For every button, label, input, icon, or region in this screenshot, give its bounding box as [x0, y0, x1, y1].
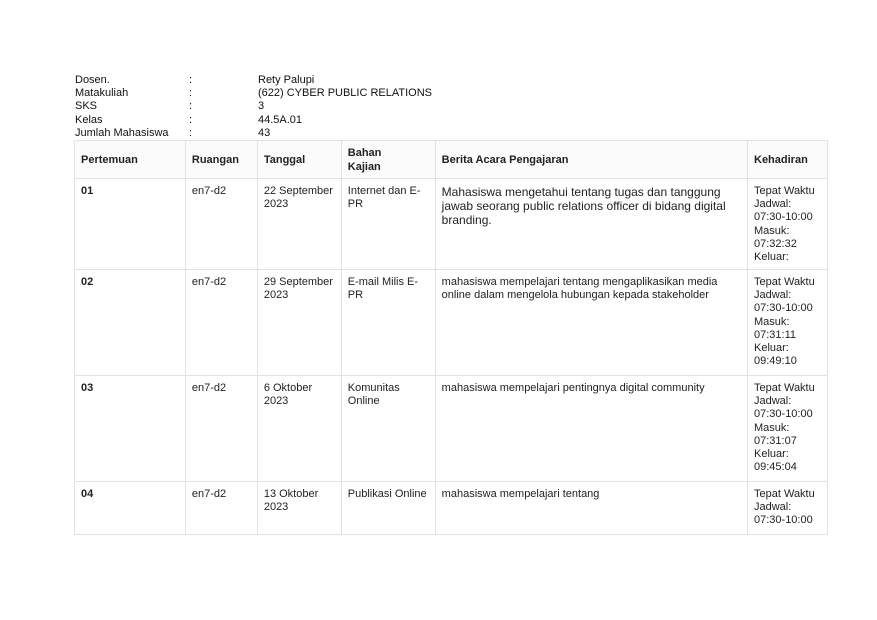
- topic-cell: E-mail Milis E-PR: [341, 270, 435, 376]
- attendance-table: [74, 140, 828, 535]
- attendance-check-in: Masuk: 07:31:11: [754, 315, 797, 341]
- column-header-topic: [341, 141, 435, 179]
- attendance-status: Tepat Waktu: [754, 488, 815, 500]
- table-row: [75, 270, 828, 376]
- attendance-check-out: Keluar: 09:45:04: [754, 448, 797, 474]
- activity-cell: mahasiswa mempelajari pentingnya digital community: [435, 376, 747, 482]
- info-row-class: [75, 114, 432, 127]
- attendance-status: Tepat Waktu: [754, 382, 815, 394]
- date-cell: 13 Oktober 2023: [257, 482, 341, 535]
- date-cell: 29 September 2023: [257, 270, 341, 376]
- activity-cell: mahasiswa mempelajari tentang: [435, 482, 747, 535]
- attendance-check-in: Masuk: 07:31:07: [754, 421, 797, 447]
- info-row-course: [75, 87, 432, 100]
- column-header-activity: Berita Acara Pengajaran: [435, 141, 747, 179]
- attendance-schedule: Jadwal: 07:30-10:00: [754, 395, 813, 421]
- info-colon: :: [189, 74, 193, 86]
- info-label: Matakuliah: [75, 87, 129, 100]
- info-label: Kelas: [75, 113, 103, 126]
- meeting-number: 04: [75, 482, 186, 535]
- table-header-row: [75, 141, 828, 179]
- column-header-date: Tanggal: [257, 141, 341, 179]
- topic-cell: Publikasi Online: [341, 482, 435, 535]
- info-row-lecturer: [75, 74, 432, 87]
- meeting-number: 01: [75, 179, 186, 270]
- attendance-schedule: Jadwal: 07:30-10:00: [754, 501, 813, 527]
- info-value: Rety Palupi: [258, 74, 315, 86]
- info-value: 3: [258, 100, 265, 113]
- attendance-cell: [748, 270, 828, 376]
- attendance-schedule: Jadwal: 07:30-10:00: [754, 198, 813, 224]
- room-cell: en7-d2: [185, 376, 257, 482]
- column-header-topic-line2: Kajian: [347, 160, 381, 173]
- date-cell: 22 September 2023: [257, 179, 341, 270]
- info-colon: :: [189, 87, 193, 100]
- attendance-schedule: Jadwal: 07:30-10:00: [754, 289, 813, 315]
- column-header-room: Ruangan: [185, 141, 257, 179]
- attendance-status: Tepat Waktu: [754, 276, 815, 288]
- info-value: (622) CYBER PUBLIC RELATIONS: [258, 87, 433, 100]
- attendance-status: Tepat Waktu: [754, 185, 815, 197]
- info-label: SKS: [75, 100, 98, 113]
- info-label: Dosen.: [75, 74, 110, 86]
- topic-cell: Internet dan E-PR: [341, 179, 435, 270]
- info-colon: :: [189, 126, 193, 139]
- meeting-number: 02: [75, 270, 186, 376]
- info-colon: :: [189, 113, 193, 126]
- info-row-student-count: [75, 127, 432, 140]
- room-cell: en7-d2: [185, 270, 257, 376]
- info-value: 44.5A.01: [258, 113, 303, 126]
- info-label: Jumlah Mahasiswa: [75, 126, 169, 139]
- info-colon: :: [189, 100, 193, 113]
- date-cell: 6 Oktober 2023: [257, 376, 341, 482]
- attendance-cell: [748, 179, 828, 270]
- table-row: [75, 482, 828, 535]
- table-row: [75, 376, 828, 482]
- course-info: [75, 74, 432, 140]
- column-header-topic-line1: Bahan: [347, 147, 382, 160]
- meeting-number: 03: [75, 376, 186, 482]
- topic-cell: Komunitas Online: [341, 376, 435, 482]
- info-row-credits: [75, 100, 432, 113]
- attendance-cell: [748, 482, 828, 535]
- room-cell: en7-d2: [185, 482, 257, 535]
- info-value: 43: [258, 126, 271, 139]
- attendance-check-out: Keluar: 09:49:10: [754, 342, 797, 368]
- attendance-check-out: Keluar:: [754, 251, 789, 264]
- room-cell: en7-d2: [185, 179, 257, 270]
- attendance-check-in: Masuk: 07:32:32: [754, 224, 797, 250]
- column-header-attendance: Kehadiran: [748, 141, 828, 179]
- activity-cell: mahasiswa mempelajari tentang mengaplikasikan media online dalam mengelola hubungan kepada stakeholder: [435, 270, 747, 376]
- activity-cell: Mahasiswa mengetahui tentang tugas dan tanggung jawab seorang public relations officer di bidang digital branding.: [435, 179, 747, 270]
- attendance-cell: [748, 376, 828, 482]
- table-row: [75, 179, 828, 270]
- column-header-meeting: Pertemuan: [75, 141, 186, 179]
